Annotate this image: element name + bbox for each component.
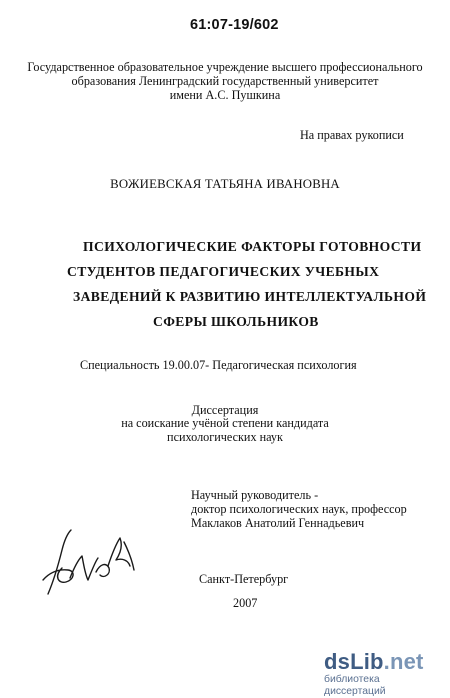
- document-number: 61:07-19/602: [190, 17, 279, 33]
- dslib-logo-main: dsLib: [324, 649, 384, 674]
- city: Санкт-Петербург: [199, 572, 289, 586]
- dslib-logo: [324, 651, 436, 673]
- specialty: Специальность 19.00.07- Педагогическая психология: [80, 358, 357, 372]
- dslib-subtitle: библиотека диссертаций: [324, 674, 386, 697]
- supervisor-line-3: Маклаков Анатолий Геннадьевич: [191, 516, 365, 530]
- author-name: ВОЖИЕВСКАЯ ТАТЬЯНА ИВАНОВНА: [110, 177, 340, 191]
- title-line-3: ЗАВЕДЕНИЙ К РАЗВИТИЮ ИНТЕЛЛЕКТУАЛЬНОЙ: [73, 289, 427, 304]
- dissertation-line-2: на соискание учёной степени кандидата: [121, 416, 329, 430]
- dissertation-line-3: психологических наук: [167, 430, 283, 444]
- institution-line-1: Государственное образовательное учреждение высшего профессионального: [27, 60, 423, 74]
- dslib-logo-tld: .net: [383, 649, 424, 674]
- title-line-4: СФЕРЫ ШКОЛЬНИКОВ: [153, 314, 319, 329]
- dissertation-line-1: Диссертация: [191, 403, 259, 417]
- institution-line-3: имени А.С. Пушкина: [169, 88, 281, 102]
- institution-line-2: образования Ленинградский государственный университет: [71, 74, 379, 88]
- rights-note: На правах рукописи: [300, 128, 404, 142]
- dslib-watermark[interactable]: [324, 651, 436, 698]
- supervisor-line-2: доктор психологических наук, профессор: [191, 502, 407, 516]
- title-line-1: ПСИХОЛОГИЧЕСКИЕ ФАКТОРЫ ГОТОВНОСТИ: [83, 239, 422, 254]
- supervisor-line-1: Научный руководитель -: [191, 488, 319, 502]
- handwritten-signature: [40, 522, 140, 602]
- title-line-2: СТУДЕНТОВ ПЕДАГОГИЧЕСКИХ УЧЕБНЫХ: [67, 264, 380, 279]
- year: 2007: [233, 596, 258, 610]
